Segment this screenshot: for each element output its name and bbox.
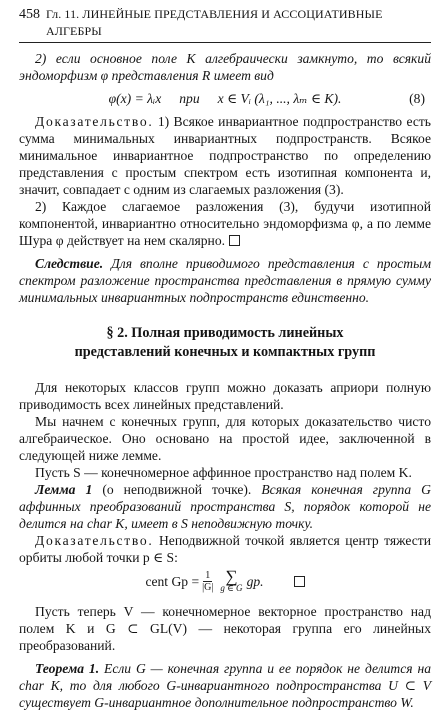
proof-label: Доказательство. [35,114,154,129]
running-head: Гл. 11. ЛИНЕЙНЫЕ ПРЕДСТАВЛЕНИЯ И АССОЦИАТИВНЫЕ АЛГЕБРЫ [46,7,383,38]
formula-8-cond: x ∈ Vᵢ (λ₁, ..., λₘ ∈ K). [217,91,342,106]
lemma-1-paren: (о неподвижной точке). [92,482,252,497]
qed-box [229,235,240,246]
proof-part-1-text: 1) Всякое инвариантное подпространство есть сумма минимальных инвариантных подпространств. Всякое минимальное инвариантное подпространство по определению представления с простым спектром есть изотипная компонента и, значит, совпадает с одним из слагаемых разложения (3). [19,114,431,197]
formula-8-pri: при [179,91,200,106]
section-title-line-2: представлений конечных и компактных групп [74,344,376,360]
theorem-1-label: Теорема 1. [35,661,100,676]
proof-lemma-1-text: Неподвижной точкой является центр тяжести орбиты любой точки p ∈ S: [19,533,431,565]
formula-8 [19,90,431,107]
paragraph-4: Пусть теперь V — конечномерное векторное пространство над полем K и G ⊂ GL(V) — некоторая группа его линейных преобразований. [19,604,431,653]
paragraph-1: Для некоторых классов групп можно доказать априори полную приводимость всех линейных представлений. [19,380,431,412]
paragraph-2: Мы начнем с конечных групп, для которых доказательство чисто алгебраическое. Оно основано на простой идее, заключенной в следующей ниже лемме. [19,414,431,463]
section-title-line-1: § 2. Полная приводимость линейных [106,325,344,341]
theorem-1 [19,660,431,711]
proof-part-1 [19,113,431,198]
centroid-rhs: gp. [246,574,264,589]
corollary-text: Для вполне приводимого представления с простым спектром разложение пространства представления в прямую сумму минимальных инвариантных подпространств единственно. [19,256,431,305]
centroid-fraction [202,570,213,593]
fraction-denominator: |G| [202,582,214,593]
centroid-formula [19,567,431,593]
sum-subscript: g ∈ G [220,583,243,593]
summation [220,567,243,593]
lemma-1-text: Всякая конечная группа G аффинных преобразований пространства S, порядок которой не делится на char K, имеет в S неподвижную точку. [19,482,432,531]
proof-lemma-1-label: Доказательство. [35,533,154,548]
paragraph-3: Пусть S — конечномерное аффинное пространство над полем K. [35,465,412,480]
formula-8-lhs: φ(x) = λᵢx [108,91,162,106]
sigma-symbol: ∑ [225,567,238,586]
fraction-numerator: 1 [205,570,211,581]
proof-part-2-text: 2) Каждое слагаемое разложения (3), будучи изотипной компонентой, инвариантно относительно эндоморфизма φ, а по лемме Шура φ действует на нем скалярно. [19,199,431,248]
proof-part-2 [19,198,431,249]
proof-lemma-1 [19,532,431,566]
theorem-1-text: Если G — конечная группа и ее порядок не делится на char K, то для любого G-инвариантного подпространства U ⊂ V существует G-инвариантное дополнительное подпространство W. [19,661,431,710]
lemma-1-label: Лемма 1 [35,482,93,497]
statement-item-2: 2) если основное поле K алгебраически замкнуто, то всякий эндоморфизм φ представления R имеет вид [19,51,431,83]
section-title [19,324,431,362]
lemma-1 [19,481,431,532]
qed-box-2 [294,576,305,587]
page-number: 458 [19,7,40,22]
corollary-label: Следствие. [35,256,104,271]
centroid-lhs: cent Gp = [145,574,200,589]
corollary [19,255,431,306]
page-header [19,6,431,43]
equation-number-8: (8) [409,91,425,106]
